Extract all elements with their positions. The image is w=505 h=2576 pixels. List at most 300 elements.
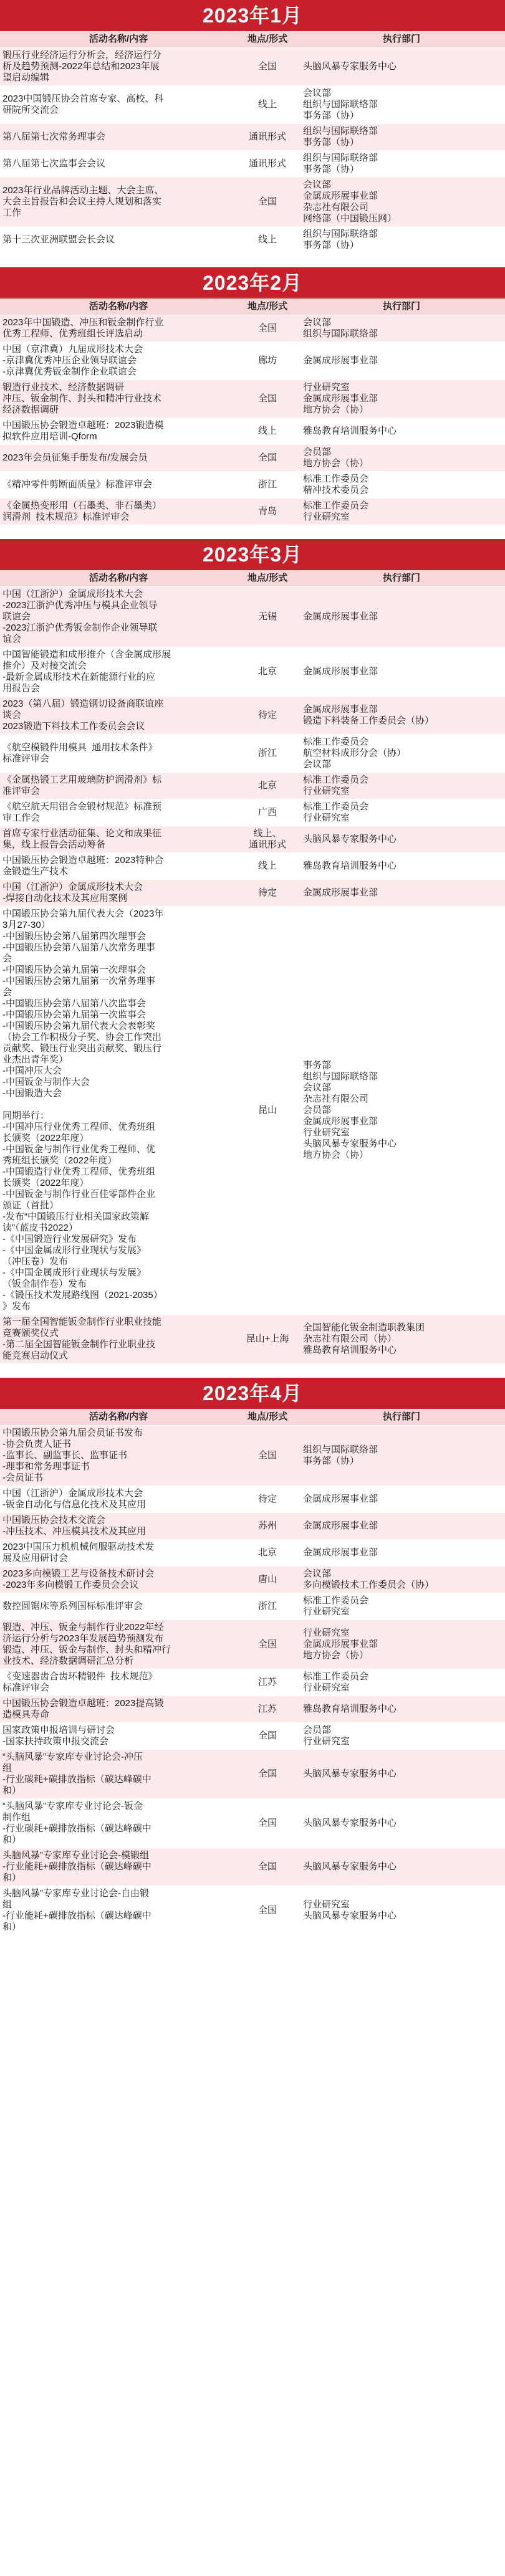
text-line: 杂志社有限公司 [303,1094,369,1104]
activity-cell [0,647,237,697]
text-line: 雅岛教育培训服务中心 [303,861,397,871]
text-line: 锻造、冲压、钣金与制作、封头和精冲行 [2,1644,171,1655]
text-line: 业杰出青年奖） [2,1054,69,1065]
text-line: 和） [2,1922,22,1932]
month-title: 2023年1月 [0,0,505,31]
text-line: 长颁奖（2022年度） [2,1178,89,1188]
text-line: 中国（江浙沪）金属成形技术大会 [2,882,143,892]
table-row [0,1848,505,1886]
activity-cell [0,418,237,445]
text-line: 通讯形式 [248,158,286,169]
text-line: 行业研究室 [303,1606,350,1617]
organizer-cell [298,472,505,499]
text-line: 中国锻压协会技术交流会 [2,1515,106,1525]
organizer-cell [298,853,505,880]
table-row [0,1513,505,1540]
organizer-cell [298,697,505,735]
text-line: 苏州 [257,1520,277,1531]
text-line: 2023年行业品牌活动主题、大会主席、 [2,185,164,196]
text-line: 江苏 [257,1704,277,1714]
table-row [0,697,505,735]
text-line: -《锻压技术发展路线图（2021-2035） [2,1290,163,1300]
organizer-cell [298,647,505,697]
text-line: 金属成形展事业部 [303,1639,378,1649]
location-cell [237,315,298,342]
text-line: -中国锻造行业优秀工程师、优秀班组 [2,1166,155,1177]
table-header-row [0,1409,505,1426]
schedule-table [0,31,505,254]
text-line: 金属成形展事业部 [303,191,378,201]
text-line: 待定 [257,710,277,720]
text-line: 工作 [2,208,22,218]
location-cell [237,1750,298,1799]
organizer-cell [298,227,505,254]
organizer-cell [298,1540,505,1567]
table-row [0,1593,505,1620]
text-line: -协会负责人证书 [2,1439,71,1449]
header-organizer: 执行部门 [298,1409,505,1426]
activity-cell [0,380,237,418]
table-row [0,151,505,178]
activity-cell [0,1669,237,1696]
text-line: 航空材料成形分会（协） [303,748,406,758]
location-cell [237,587,298,647]
text-line: 无锡 [257,611,277,622]
header-organizer: 执行部门 [298,570,505,587]
text-line: （冲压卷）发布 [2,1256,69,1267]
text-line: 《金属热锻工艺用玻璃防护润滑剂》标 [2,775,162,785]
text-line: 行业研究室 [303,1682,350,1693]
text-line: 全国 [257,1905,277,1915]
location-cell [237,799,298,826]
organizer-cell [298,445,505,472]
text-line: -京津冀优秀钣金制作企业联谊会 [2,366,137,377]
text-line: 金属成形展事业部 [303,355,378,366]
text-line: 2023年会员征集手册发布/发展会员 [2,452,148,463]
organizer-cell [298,1799,505,1848]
organizer-cell [298,587,505,647]
table-row [0,826,505,853]
text-line: 2023中国压力机机械伺服驱动技术发 [2,1542,155,1552]
activity-cell [0,178,237,227]
text-line: 展及应用研讨会 [2,1553,69,1563]
text-line: 网络部（中国锻压网） [303,213,397,224]
table-row [0,1620,505,1669]
text-line: -《中国金属成形行业现状与发展》 [2,1245,146,1256]
organizer-cell [298,1593,505,1620]
text-line: 昆山+上海 [246,1333,289,1344]
activity-cell [0,1567,237,1593]
text-line: 头脑风暴”专家库专业讨论会-自由锻 [2,1888,149,1899]
activity-cell [0,907,237,1315]
text-line: 2023年中国锻造、冲压和钣金制作行业 [2,317,164,328]
table-row [0,315,505,342]
text-line: 第八届第七次监事会会议 [2,158,106,169]
text-line: 第八届第七次常务理事会 [2,131,106,142]
header-organizer: 执行部门 [298,298,505,315]
text-line: 会员部 [303,1105,332,1115]
organizer-cell [298,499,505,525]
organizer-cell [298,124,505,151]
text-line: 行业研究室 [303,1736,350,1747]
header-activity: 活动名称/内容 [0,570,237,587]
text-line: 昆山 [257,1105,277,1115]
text-line: -第二届全国智能钣金制作行业职业技 [2,1339,155,1350]
text-line: 会议部 [303,759,332,770]
text-line: 地方协会（协） [303,1650,369,1661]
organizer-cell [298,48,505,86]
text-line: -冲压技术、冲压模具技术及其应用 [2,1526,146,1537]
organizer-cell [298,151,505,178]
activity-cell [0,735,237,773]
text-line: 江苏 [257,1677,277,1687]
text-line: 通讯形式 [248,131,286,142]
text-line: 制作组 [2,1812,31,1823]
header-activity: 活动名称/内容 [0,1409,237,1426]
text-line: 全国 [257,323,277,333]
text-line: 优秀工程师、优秀班组长评选启动 [2,328,143,339]
schedule-table [0,1409,505,1935]
activity-cell [0,1696,237,1723]
month-title: 2023年4月 [0,1378,505,1409]
text-line: （钣金制作卷）发布 [2,1279,87,1289]
text-line: 标准评审会 [2,753,50,764]
location-cell [237,418,298,445]
text-line: 全国 [257,452,277,463]
text-line: 标准工作委员会 [303,775,369,785]
location-cell [237,499,298,525]
text-line: -中国锻压协会第八届第四次理事会 [2,931,146,942]
text-line: 标准工作委员会 [303,1595,369,1606]
text-line: -《中国金属成形行业现状与发展》 [2,1267,146,1278]
organizer-cell [298,418,505,445]
text-line: 金属成形展事业部 [303,393,378,404]
organizer-cell [298,826,505,853]
organizer-cell [298,1723,505,1750]
text-line: 准评审会 [2,786,41,796]
text-line: 线上 [257,99,277,110]
location-cell [237,342,298,380]
text-line: 待定 [257,887,277,898]
text-line: 会 [2,987,12,998]
text-line: 标准工作委员会 [303,500,369,511]
text-line: 青岛 [257,506,277,517]
text-line: 金属成形展事业部 [303,611,378,622]
text-line: 和） [2,1872,22,1883]
text-line: 会议部 [303,179,332,190]
table-row [0,445,505,472]
activity-cell [0,1886,237,1935]
organizer-cell [298,380,505,418]
header-location: 地点/形式 [237,298,298,315]
table-row [0,124,505,151]
text-line: 中国智能锻造和成形推介（含金属成形展 [2,649,171,660]
text-line: 全国 [257,1639,277,1649]
text-line: 北京 [257,666,277,677]
table-row [0,1315,505,1364]
table-row [0,1669,505,1696]
text-line: 会 [2,953,12,964]
text-line: （协会工作积极分子奖、协会工作突出 [2,1032,162,1042]
text-line: -2023年多向模锻工作委员会会议 [2,1580,139,1590]
text-line: 线上、 [253,828,282,839]
month-title: 2023年2月 [0,267,505,298]
text-line: 中国（京津冀）九届成形技术大会 [2,344,143,355]
table-row [0,418,505,445]
text-line: 行业研究室 [303,1127,350,1138]
text-line: 地方协会（协） [303,1150,369,1160]
activity-cell [0,1315,237,1364]
text-line: 和） [2,1785,22,1796]
text-line: 和） [2,1834,22,1845]
organizer-cell [298,1848,505,1886]
text-line: 线上 [257,861,277,871]
organizer-cell [298,907,505,1315]
text-line: 长颁奖（2022年度） [2,1133,89,1143]
activity-cell [0,1620,237,1669]
location-cell [237,1486,298,1513]
organizer-cell [298,1886,505,1935]
location-cell [237,1669,298,1696]
text-line: 中国锻压协会锻造卓越班：2023特种合 [2,855,164,866]
text-line: 组 [2,1899,12,1910]
text-line: 头脑风暴”专家库专业讨论会-模锻组 [2,1850,149,1861]
text-line: 用报告会 [2,683,41,694]
text-line: 审工作会 [2,813,41,823]
activity-cell [0,1723,237,1750]
text-line: -行业能耗+碳排放指标（碳达峰碳中 [2,1911,152,1921]
location-cell [237,445,298,472]
text-line: 头脑风暴专家服务中心 [303,61,397,72]
table-row [0,1799,505,1848]
text-line: 中国（江浙沪）金属成形技术大会 [2,1488,143,1499]
activity-cell [0,697,237,735]
text-line: 数控圆锯床等系列国标标准评审会 [2,1601,143,1611]
location-cell [237,826,298,853]
text-line: 金锻造生产技术 [2,866,69,877]
text-line: 组织与国际联络部 [303,328,378,339]
text-line: 金属成形展事业部 [303,1116,378,1127]
text-line: 锻造、冲压、钣金与制作行业2022年经 [2,1622,164,1633]
location-cell [237,1723,298,1750]
table-row [0,907,505,1315]
text-line: -发布“中国锻压行业相关国家政策解 [2,1211,149,1222]
activity-cell [0,1799,237,1848]
location-cell [237,1696,298,1723]
text-line: 组织与国际联络部 [303,1071,378,1082]
text-line: 标准工作委员会 [303,1671,369,1682]
location-cell [237,124,298,151]
text-line: 2023（第八届）锻造钢切设备商联谊座 [2,699,164,709]
text-line: 浙江 [257,479,277,490]
text-line: 杂志社有限公司（协） [303,1333,397,1344]
text-line: 全国 [257,196,277,207]
text-line: 全国智能化钣金制造职教集团 [303,1322,425,1333]
text-line: -中国锻造大会 [2,1088,62,1099]
section-gap [0,525,505,539]
text-line: 拟软件应用培训-Qform [2,431,97,442]
location-cell [237,151,298,178]
text-line: 事务部（协） [303,110,360,121]
activity-cell [0,1593,237,1620]
table-row [0,773,505,799]
text-line: 贡献奖、锻压行业突出贡献奖、锻压行 [2,1043,162,1054]
organizer-cell [298,735,505,773]
header-location: 地点/形式 [237,31,298,48]
text-line: -中国锻压协会第九届第一次监事会 [2,1009,146,1020]
text-line: 组织与国际联络部 [303,153,378,163]
month-section [0,0,505,267]
text-line: 中国锻压协会锻造卓越班：2023提高锻 [2,1698,164,1709]
text-line: 《精冲零件剪断面质量》标准评审会 [2,479,153,490]
text-line: 中国锻压协会锻造卓越班：2023锻造模 [2,420,164,431]
text-line: 标准工作委员会 [303,801,369,812]
text-line: 望启动编辑 [2,72,50,83]
text-line: 浙江 [257,748,277,758]
text-line: 读”（蓝皮书2022） [2,1223,78,1233]
text-line: 广西 [257,807,277,818]
location-cell [237,773,298,799]
table-row [0,499,505,525]
activity-cell [0,1750,237,1799]
text-line: 济运行分析与2023年发展趋势预测发布 [2,1633,164,1644]
activity-cell [0,48,237,86]
location-cell [237,907,298,1315]
text-line: 大会主旨报告和会议主持人规划和落实 [2,196,162,207]
text-line: -国家扶持政策申报交流会 [2,1736,108,1747]
text-line: 行业研究室 [303,786,350,796]
text-line: 中国锻压协会第九届代表大会（2023年 [2,909,164,919]
activity-cell [0,227,237,254]
activity-cell [0,587,237,647]
text-line: 业技术、经济数据调研汇总分析 [2,1656,134,1666]
header-activity: 活动名称/内容 [0,31,237,48]
text-line: 廊坊 [257,355,277,366]
text-line: 雅岛教育培训服务中心 [303,426,397,436]
text-line: -会员证书 [2,1472,43,1483]
activity-cell [0,499,237,525]
table-row [0,587,505,647]
location-cell [237,1540,298,1567]
location-cell [237,853,298,880]
text-line: 行业研究室 [303,382,350,393]
text-line: 组织与国际联络部 [303,229,378,239]
text-line: -中国锻压协会第八届第八次常务理事 [2,942,155,953]
text-line: “头脑风暴”专家库专业讨论会-钣金 [2,1801,143,1811]
text-line: 冲压、钣金制作、封头和精冲行业技术 [2,393,162,404]
location-cell [237,380,298,418]
location-cell [237,880,298,907]
activity-cell [0,472,237,499]
text-line: 行业研究室 [303,1899,350,1910]
text-line: 研院所交流会 [2,105,59,115]
text-line: 北京 [257,780,277,791]
table-row [0,647,505,697]
table-row [0,1886,505,1935]
text-line: 中国锻压协会第九届会员证书发布 [2,1428,143,1438]
text-line: 头脑风暴专家服务中心 [303,1768,397,1779]
text-line: 地方协会（协） [303,404,369,415]
table-row [0,178,505,227]
text-line: 《航空航天用铝合金锻材规范》标准预 [2,801,162,812]
organizer-cell [298,1567,505,1593]
text-line: 组织与国际联络部 [303,126,378,136]
text-line: 金属成形展事业部 [303,666,378,677]
text-line: 第一届全国智能钣金制作行业职业技能 [2,1317,162,1327]
table-row [0,342,505,380]
activity-cell [0,445,237,472]
organizer-cell [298,1315,505,1364]
text-line: 组织与国际联络部 [303,99,378,110]
text-line: 头脑风暴专家服务中心 [303,1861,397,1872]
text-line: 秀班组长颁奖（2022年度） [2,1155,117,1166]
text-line: 北京 [257,1547,277,1558]
text-line: 全国 [257,61,277,72]
text-line: -中国锻压协会第九届代表大会表彰奖 [2,1021,155,1031]
text-line: 联谊会 [2,611,31,622]
text-line: 头脑风暴专家服务中心 [303,1911,397,1921]
text-line: 全国 [257,393,277,404]
text-line: 组 [2,1763,12,1773]
header-location: 地点/形式 [237,1409,298,1426]
organizer-cell [298,178,505,227]
location-cell [237,647,298,697]
text-line: -行业碳耗+碳排放指标（碳达峰碳中 [2,1774,152,1785]
activity-cell [0,826,237,853]
text-line: 《变速器齿合齿环精锻件 技术规范》 [2,1671,158,1682]
location-cell [237,1513,298,1540]
text-line: 润滑剂 技术规范》标准评审会 [2,512,130,522]
table-row [0,86,505,124]
text-line: 锻造行业技术、经济数据调研 [2,382,125,393]
text-line: 金属成形展事业部 [303,1494,378,1504]
table-header-row [0,298,505,315]
organizer-cell [298,315,505,342]
text-line: 3月27-30） [2,920,50,930]
activity-cell [0,1848,237,1886]
text-line: -中国锻压协会第九届第一次理事会 [2,965,146,975]
text-line: -行业能耗+碳排放指标（碳达峰碳中 [2,1861,152,1872]
activity-cell [0,151,237,178]
text-line: 2023中国锻压协会首席专家、高校、科 [2,93,164,104]
location-cell [237,86,298,124]
text-line: 中国（江浙沪）金属成形技术大会 [2,589,143,599]
location-cell [237,1620,298,1669]
organizer-cell [298,1750,505,1799]
text-line: 待定 [257,1494,277,1504]
text-line: 杂志社有限公司 [303,202,369,212]
table-row [0,1540,505,1567]
text-line: 2023锻造下料技术工作委员会会议 [2,721,145,732]
activity-cell [0,1513,237,1540]
activity-cell [0,124,237,151]
location-cell [237,1799,298,1848]
text-line: 金属成形展事业部 [303,1520,378,1531]
text-line: -京津冀优秀冲压企业领导联谊会 [2,355,137,366]
text-line: -中国钣金与制作行业优秀工程师、优 [2,1144,155,1155]
text-line: 行业研究室 [303,1628,350,1638]
text-line: 行业研究室 [303,512,350,522]
activity-cell [0,853,237,880]
table-row [0,853,505,880]
text-line: 能竞赛启动仪式 [2,1350,69,1361]
location-cell [237,735,298,773]
text-line: 金属成形展事业部 [303,704,378,715]
text-line: 析及趋势预测-2022年总结和2023年展 [2,61,160,72]
text-line: “头脑风暴”专家库专业讨论会-冲压 [2,1752,143,1762]
text-line: -监事长、副监事长、监事证书 [2,1450,127,1461]
text-line: 颁证（首批） [2,1200,59,1211]
